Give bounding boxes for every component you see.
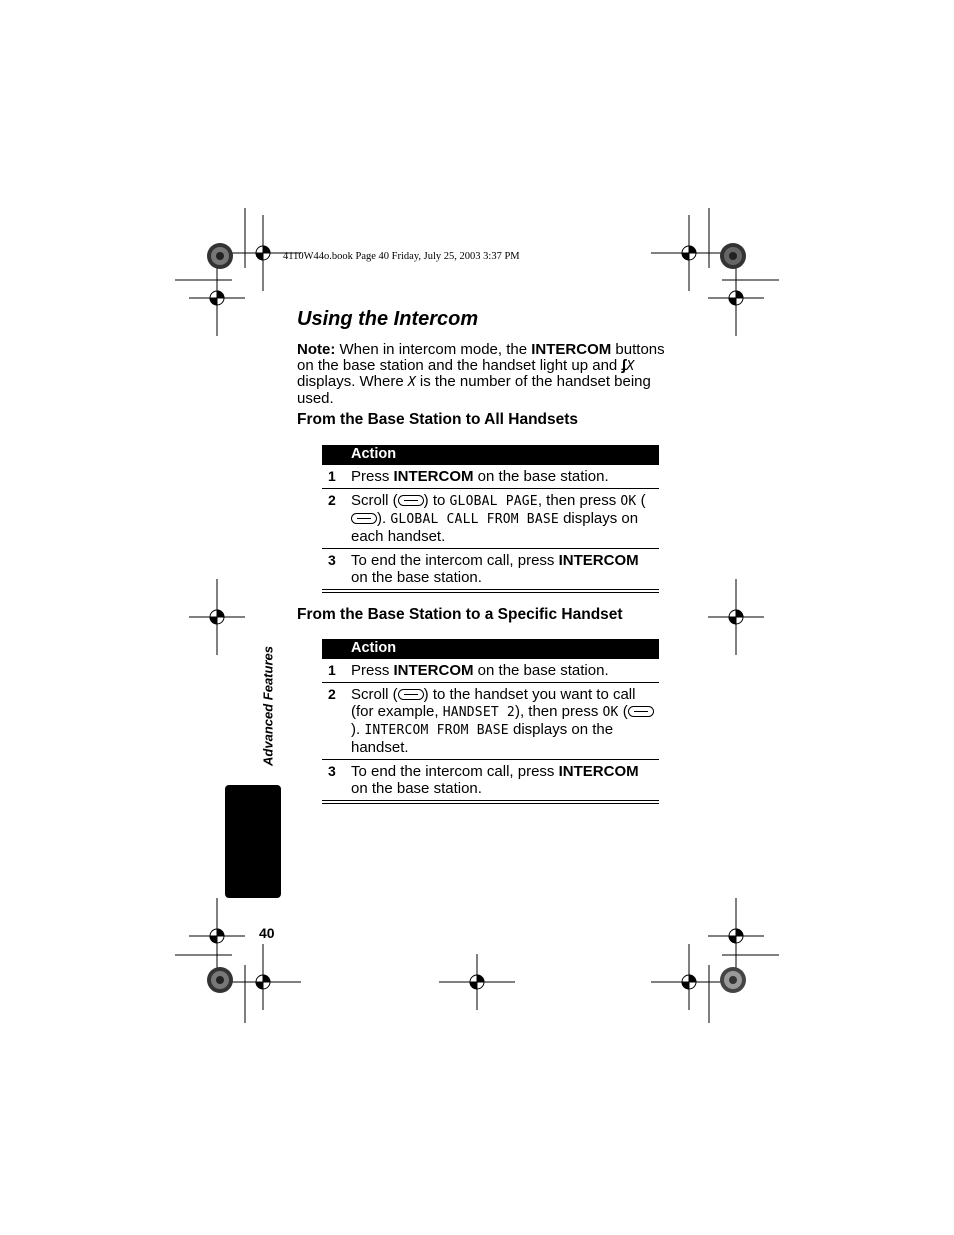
page-number: 40 — [259, 925, 275, 941]
note-text: When in intercom mode, the — [335, 341, 532, 358]
table-row: 2 Scroll ( ) to the handset you want to call (for example, HANDSET 2), then press OK (). INTERCOM FROM BASE displays on the handset. — [322, 683, 659, 760]
note-text: buttons on the base station and the handset light up and — [297, 341, 665, 374]
step-number: 1 — [328, 468, 336, 484]
step-number: 2 — [328, 686, 336, 702]
scroll-key-icon — [398, 495, 424, 506]
table-header — [322, 639, 659, 659]
note-icon-x: X — [626, 358, 635, 374]
table-end-rule — [322, 801, 659, 804]
step-number: 2 — [328, 492, 336, 508]
table-row: 3 To end the intercom call, press INTERCOM on the base station. — [322, 549, 659, 590]
intercom-handset-icon: ʄ — [621, 356, 627, 374]
action-table-all-handsets — [322, 445, 659, 593]
heading-all-handsets: From the Base Station to All Handsets — [297, 411, 579, 428]
select-key-icon — [351, 513, 377, 524]
action-table-specific-handset — [322, 639, 659, 804]
table-row: 1 Press INTERCOM on the base station. — [322, 659, 659, 683]
table-header — [322, 445, 659, 465]
note-x: X — [407, 375, 416, 391]
section-side-label: Advanced Features — [260, 646, 276, 766]
page-title: Using the Intercom — [297, 308, 479, 330]
table-end-rule — [322, 590, 659, 593]
note-text: displays. Where — [297, 373, 408, 391]
note-paragraph — [297, 342, 667, 407]
step-number: 3 — [328, 552, 336, 568]
section-thumb-tab — [225, 785, 281, 898]
table-row: 2 Scroll ( ) to GLOBAL PAGE, then press OK (). GLOBAL CALL FROM BASE displays on each handset. — [322, 489, 659, 549]
scroll-key-icon — [398, 689, 424, 700]
note-text: is the number of the handset being used. — [297, 373, 651, 408]
table-row: 3 To end the intercom call, press INTERCOM on the base station. — [322, 760, 659, 801]
step-number: 1 — [328, 662, 336, 678]
table-header-label: Action — [351, 446, 397, 462]
table-header-label: Action — [351, 640, 397, 656]
table-row: 1 Press INTERCOM on the base station. — [322, 465, 659, 489]
note-label: Note: — [297, 341, 336, 358]
heading-specific-handset: From the Base Station to a Specific Handset — [297, 606, 623, 623]
step-number: 3 — [328, 763, 336, 779]
print-header: 4110W44o.book Page 40 Friday, July 25, 2003 3:37 PM — [283, 251, 520, 262]
note-intercom: INTERCOM — [531, 341, 612, 358]
select-key-icon — [628, 706, 654, 717]
